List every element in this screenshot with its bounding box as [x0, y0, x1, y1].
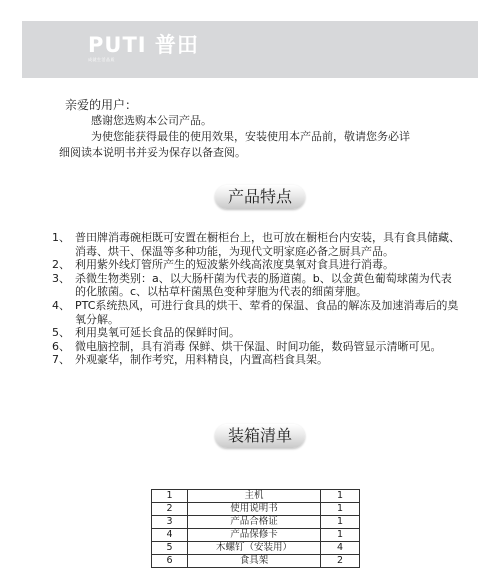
row-item: 主机 [188, 490, 321, 503]
row-item: 产品保修卡 [188, 529, 321, 542]
row-item: 食具架 [188, 555, 321, 568]
table-row [152, 542, 360, 555]
table-row [152, 503, 360, 516]
table-row [152, 529, 360, 542]
row-number: 4 [152, 529, 188, 542]
section-title-packing: 装箱清单 [215, 424, 305, 448]
item-text: PTC系统热风，可进行食具的烘干、荤肴的保温、食品的解冻及加速消毒后的臭氧分解。 [75, 298, 459, 326]
list-item [52, 299, 460, 326]
logo-text: PUTI 普田 [88, 33, 199, 57]
item-text: 普田牌消毒碗柜既可安置在橱柜台上，也可放在橱柜台内安装，具有食具储藏、消毒、烘干、保温等多种功能，为现代文明家庭必备之厨具产品。 [75, 231, 460, 258]
intro-line: 感谢您选购本公司产品。 [91, 114, 212, 127]
row-item: 产品合格证 [188, 516, 321, 529]
greeting: 亲爱的用户： [65, 98, 138, 112]
item-text: 微电脑控制，具有消毒 保鲜、烘干保温、时间功能，数码管显示清晰可见。 [75, 339, 442, 353]
table-row [152, 555, 360, 568]
intro-line: 为使您能获得最佳的使用效果，安装使用本产品前，敬请您务必详 [91, 130, 410, 143]
row-qty: 1 [321, 516, 360, 529]
header-banner [22, 21, 478, 78]
item-text: 外观豪华，制作考究，用料精良，内置高档食具架。 [75, 353, 328, 367]
item-text: 利用紫外线灯管所产生的短波紫外线高浓度臭氧对食具进行消毒。 [75, 258, 394, 272]
item-number: 2、 [52, 258, 70, 272]
list-item [52, 258, 460, 272]
list-item [52, 272, 460, 299]
item-text: 杀微生物类别：a、以大肠杆菌为代表的肠道菌。b、以金黄色葡萄球菌为代表的化脓菌。c、以枯草杆菌黑色变种芽胞为代表的细菌芽胞。 [75, 271, 452, 299]
item-number: 5、 [52, 326, 70, 340]
list-item [52, 231, 460, 258]
row-number: 5 [152, 542, 188, 555]
item-number: 3、 [52, 271, 70, 285]
row-qty: 4 [321, 542, 360, 555]
item-number: 1、 [52, 231, 70, 244]
row-qty: 1 [321, 503, 360, 516]
intro-line: 细阅读本说明书并妥为保存以备查阅。 [59, 146, 246, 159]
logo-tagline: 成就生活品质 [88, 57, 115, 62]
row-number: 6 [152, 555, 188, 568]
row-item: 使用说明书 [188, 503, 321, 516]
section-title-features: 产品特点 [215, 185, 305, 209]
intro-paragraph [59, 113, 465, 161]
features-list [52, 231, 460, 367]
packing-list-table [151, 489, 360, 568]
item-number: 7、 [52, 353, 70, 367]
list-item [52, 326, 460, 340]
item-text: 利用臭氧可延长食品的保鲜时间。 [75, 326, 240, 340]
brand-logo [88, 34, 199, 63]
table-row [152, 516, 360, 529]
row-qty: 2 [321, 555, 360, 568]
list-item [52, 353, 460, 367]
row-qty: 1 [321, 529, 360, 542]
row-number: 1 [152, 490, 188, 503]
table-row [152, 490, 360, 503]
list-item [52, 340, 460, 354]
item-number: 4、 [52, 298, 70, 312]
row-number: 2 [152, 503, 188, 516]
row-number: 3 [152, 516, 188, 529]
row-item: 木螺钉（安装用） [188, 542, 321, 555]
item-number: 6、 [52, 339, 70, 353]
row-qty: 1 [321, 490, 360, 503]
